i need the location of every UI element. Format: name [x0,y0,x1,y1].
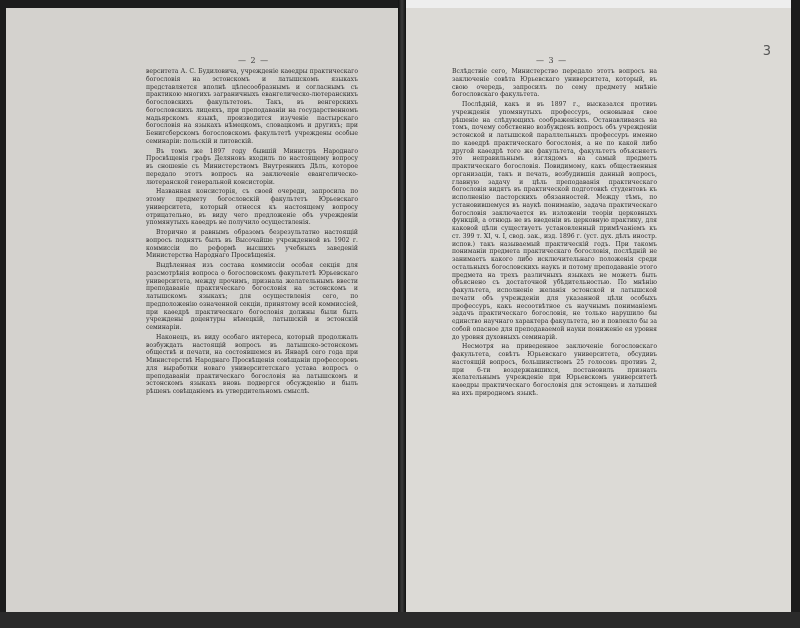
left-page-number: — 2 — [238,56,270,65]
right-paragraph-1: Вслѣдствіе сего, Министерство передало этотъ вопросъ на заключеніе совѣта Юрьевскаго университета, который, въ свою очередь, запросилъ по сему предмету мнѣніе богословскаго факультета. [452,68,657,99]
right-page [406,8,791,612]
left-paragraph-1: верситета А. С. Будиловича, учрежденіе каѳедры практическаго богословія на эстонскомъ и латышскомъ языкахъ представляется вполнѣ цѣлесообразнымъ и согласнымъ съ практикою многихъ заграничныхъ евангелическо-лютеранскихъ богословскихъ факультетовъ. Такъ, въ венгерскихъ богословскихъ лицеяхъ, при преподаваніи на государственномъ мадьярскомъ языкѣ, производится изученіе пастырскаго богословія на языкахъ нѣмецкомъ, словацкомъ и другихъ; при Бенигсберскомъ богословскомъ факультетѣ учреждены особые семинаріи: польскій и литовскій. [146,68,358,145]
left-paragraph-3: Названная консисторія, съ своей очереди, запросила по этому предмету богословскій факультетъ Юрьевскаго университета, который отнесся къ настоящему вопросу отрицательно, въ виду чего предложеніе объ учрежденіи упомянутыхъ каѳедръ не получило осуществленія. [146,188,358,227]
right-paragraph-3: Несмотря на приведенное заключеніе богословскаго факультета, совѣтъ Юрьевскаго университета, обсудивъ настоящій вопросъ, большинствомъ 25 голосовъ противъ 2, при 6-ти воздержавшихся, постановилъ признать желательнымъ учрежденіе при Юрьевскомъ университетѣ каѳедры практическаго богословія для эстонцевъ и латышей на ихъ природномъ языкѣ. [452,343,657,397]
left-page-body [146,68,358,398]
left-paragraph-6: Наконецъ, въ виду особаго интереса, который продолжалъ возбуждать настоящій вопросъ въ латышско-эстонскомъ обществѣ и печати, на состоявшемся въ Январѣ сего года при Министерствѣ Народнаго Просвѣщенія совѣщаніи профессоровъ для выработки новаго университетскаго устава вопросъ о преподаваніи практическаго богословія на латышскомъ и эстонскомъ языкахъ вновь подвергся обсужденію и былъ рѣшенъ совѣщаніемъ въ утвердительномъ смыслѣ. [146,333,358,395]
bottom-scan-edge [0,612,800,628]
left-paragraph-2: Въ томъ же 1897 году бывшій Министръ Народнаго Просвѣщенія графъ Деляновъ входилъ по настоящему вопросу въ сношеніе съ Министерствомъ Внутреннихъ Дѣлъ, которое передало этотъ вопросъ на заключеніе евангелическо-лютеранской генеральной консисторіи. [146,147,358,186]
left-paragraph-5: Выдѣленная изъ состава коммиссіи особая секція для разсмотрѣнія вопроса о богословскомъ факультетѣ Юрьевскаго университета, между прочимъ, признала желательнымъ ввести преподаваніе практическаго богословія на эстонскомъ и латышскомъ языкахъ; для осуществленія сего, по предположенію означенной секціи, принятому всей коммиссіей, при каѳедрѣ практическаго богословія должны были быть учреждены доцентуры нѣмецкій, латышскій и эстонскій семинаріи. [146,262,358,331]
right-paragraph-2: Послѣдній, какъ и въ 1897 г., высказался противъ учрежденія упомянутыхъ профессуръ, основывая свое рѣшеніе на слѣдующихъ соображеніяхъ. Останавливаясь на томъ, почему собственно возбужденъ вопросъ объ учрежденіи эстонской и латышской параллельныхъ профессуръ именно по каѳедрѣ практическаго богословія, а не по какой либо другой каѳедрѣ того же факультета, факультетъ объясняетъ это неправильнымъ взглядомъ на самый предметъ практическаго богословія. Повидимому, какъ общественныя организаціи, такъ и печать, возбудившія данный вопросъ, главную задачу и цѣль преподаванія практическаго богословія видятъ въ практической подготовкѣ студентовъ къ исполненію пасторскихъ обязанностей. Между тѣмъ, по установившемуся въ наукѣ пониманію, задача практическаго богословія заключается въ изложеніи теоріи церковныхъ функцій, а отнюдь не въ введеніи въ церковную практику, для каковой цѣли существуетъ установленный примѣчаніемъ къ ст. 399 т. XI, ч. I, свод. зак., изд. 1896 г. (уст. дух. дѣлъ иностр. испов.) такъ называемый практическій годъ. При такомъ пониманіи предмета практическаго богословія, послѣдній не занимаетъ какого либо исключительнаго положенія среди остальныхъ богословскихъ наукъ и потому преподаваніе этого предмета на трехъ различныхъ языкахъ не можетъ быть объяснено съ достаточной убѣдительностью. По мнѣнію факультета, исполненіе желанія эстонской и латышской печати объ учрежденіи для указанной цѣли особыхъ профессуръ, какъ несоотвѣтное съ научнымъ пониманіемъ задачъ практическаго богословія, не только нарушило бы единство научнаго характера факультета, но и повлекло бы за собой опасное для преподаваемой науки пониженіе ея уровня до уровня духовныхъ семинарій. [452,101,657,341]
handwritten-page-mark: 3 [762,44,771,59]
book-gutter [398,0,406,628]
left-page [6,8,398,612]
left-paragraph-4: Вторично и равнымъ образомъ безрезультатно настоящій вопросъ поднятъ былъ въ Высочайше учрежденной въ 1902 г. коммиссіи по реформѣ высшихъ учебныхъ заведеній Министерства Народнаго Просвѣщенія. [146,229,358,260]
right-page-number: — 3 — [536,56,568,65]
right-page-body [452,68,657,400]
